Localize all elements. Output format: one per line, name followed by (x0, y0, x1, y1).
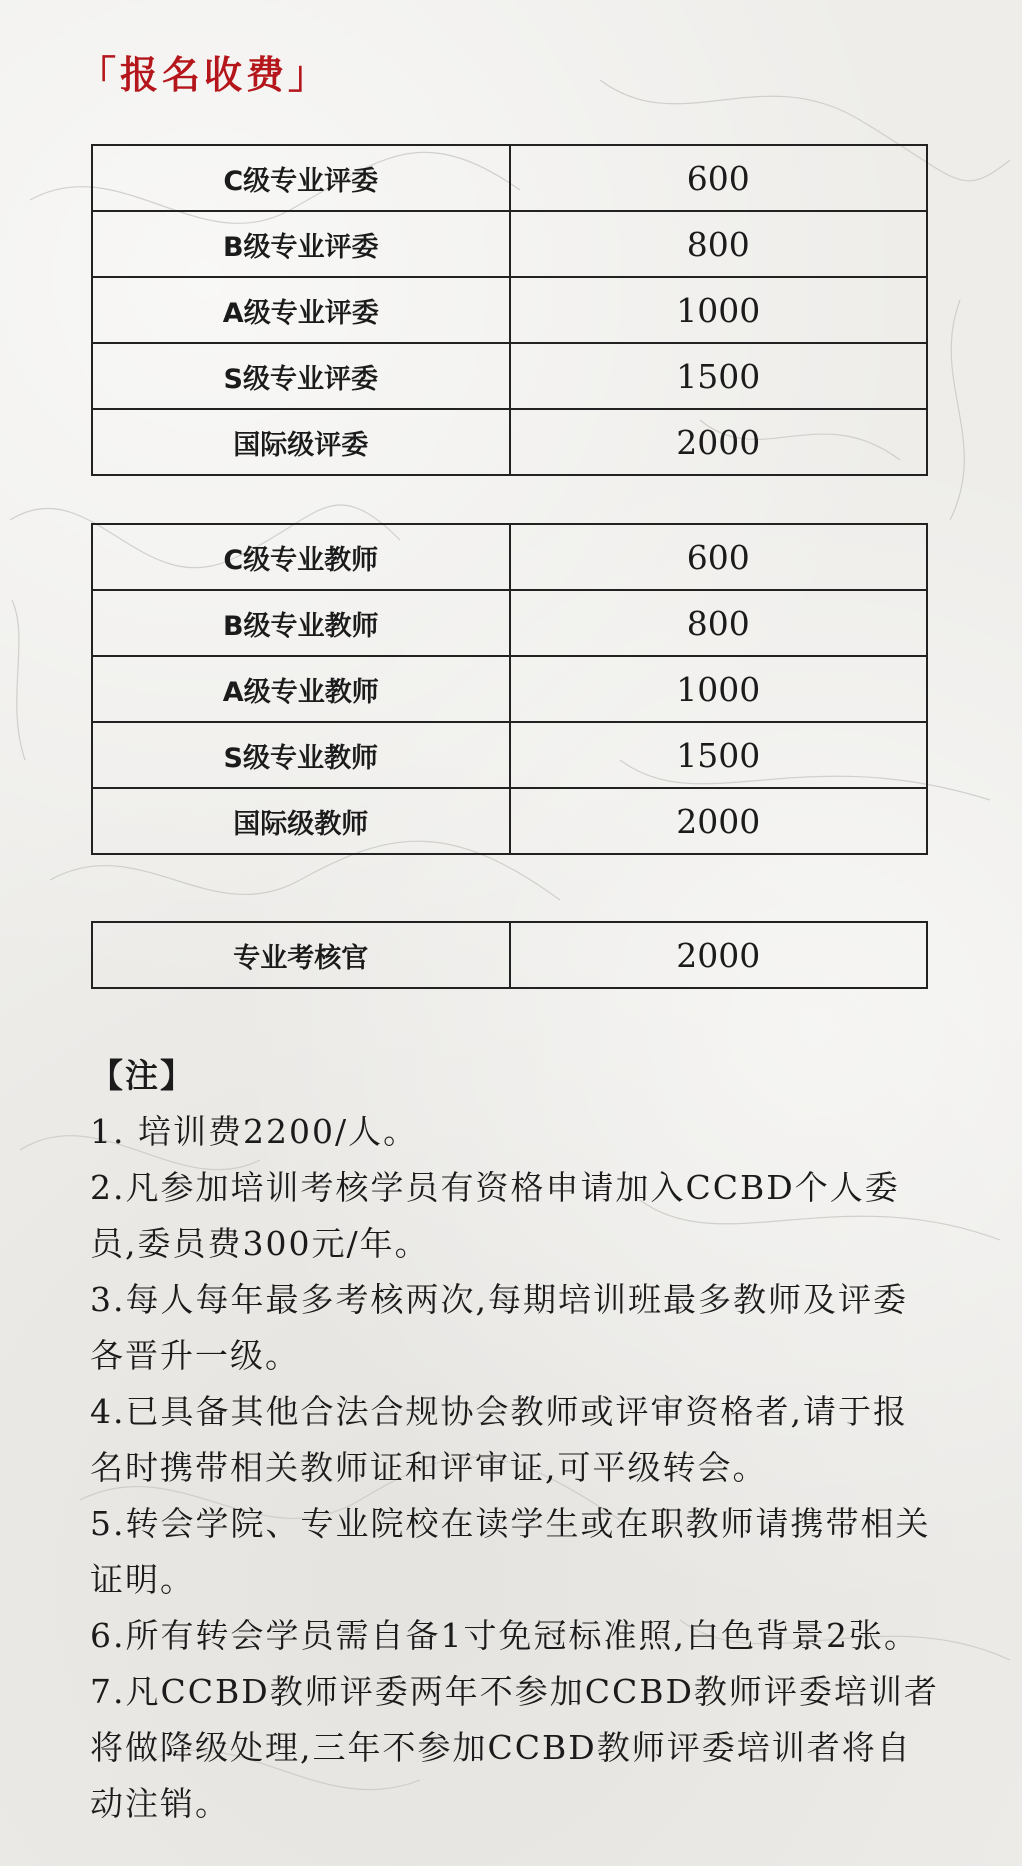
table-row (92, 788, 927, 854)
table-row (92, 656, 927, 722)
table-row (92, 590, 927, 656)
fee-price: 1000 (510, 277, 928, 343)
fee-name: 专业考核官 (92, 922, 510, 988)
notes-heading: 【注】 (90, 1056, 195, 1095)
note-item: 3.每人每年最多考核两次,每期培训班最多教师及评委各晋升一级。 (90, 1280, 908, 1375)
fee-price: 2000 (510, 788, 928, 854)
fee-price: 800 (510, 211, 928, 277)
page-title: 「报名收费」 (78, 52, 331, 97)
fee-name: B级专业评委 (92, 211, 510, 277)
table-row (92, 524, 927, 590)
fee-price: 2000 (510, 409, 928, 475)
teacher-fee-table (91, 523, 928, 855)
fee-name: S级专业评委 (92, 343, 510, 409)
table-row (92, 277, 927, 343)
fee-name: 国际级教师 (92, 788, 510, 854)
fee-name: A级专业评委 (92, 277, 510, 343)
fee-price: 800 (510, 590, 928, 656)
fee-name: C级专业评委 (92, 145, 510, 211)
table-row (92, 211, 927, 277)
note-item: 5.转会学院、专业院校在读学生或在职教师请携带相关证明。 (90, 1504, 931, 1599)
table-row (92, 922, 927, 988)
judge-fee-table (91, 144, 928, 476)
notes-section (90, 1048, 940, 1832)
fee-price: 1500 (510, 722, 928, 788)
note-item: 4.已具备其他合法合规协会教师或评审资格者,请于报名时携带相关教师证和评审证,可平级转会。 (90, 1392, 908, 1487)
assessor-fee-table (91, 921, 928, 989)
note-item: 7.凡CCBD教师评委两年不参加CCBD教师评委培训者将做降级处理,三年不参加CCBD教师评委培训者将自动注销。 (90, 1672, 939, 1823)
table-row (92, 722, 927, 788)
fee-name: S级专业教师 (92, 722, 510, 788)
fee-price: 1000 (510, 656, 928, 722)
fee-price: 600 (510, 145, 928, 211)
table-row (92, 409, 927, 475)
fee-price: 600 (510, 524, 928, 590)
note-item: 1. 培训费2200/人。 (90, 1112, 419, 1151)
fee-name: A级专业教师 (92, 656, 510, 722)
note-item: 2.凡参加培训考核学员有资格申请加入CCBD个人委员,委员费300元/年。 (90, 1168, 900, 1263)
fee-price: 2000 (510, 922, 928, 988)
note-item: 6.所有转会学员需自备1寸免冠标准照,白色背景2张。 (90, 1616, 919, 1655)
table-row (92, 343, 927, 409)
fee-name: 国际级评委 (92, 409, 510, 475)
fee-name: C级专业教师 (92, 524, 510, 590)
table-row (92, 145, 927, 211)
fee-name: B级专业教师 (92, 590, 510, 656)
fee-price: 1500 (510, 343, 928, 409)
